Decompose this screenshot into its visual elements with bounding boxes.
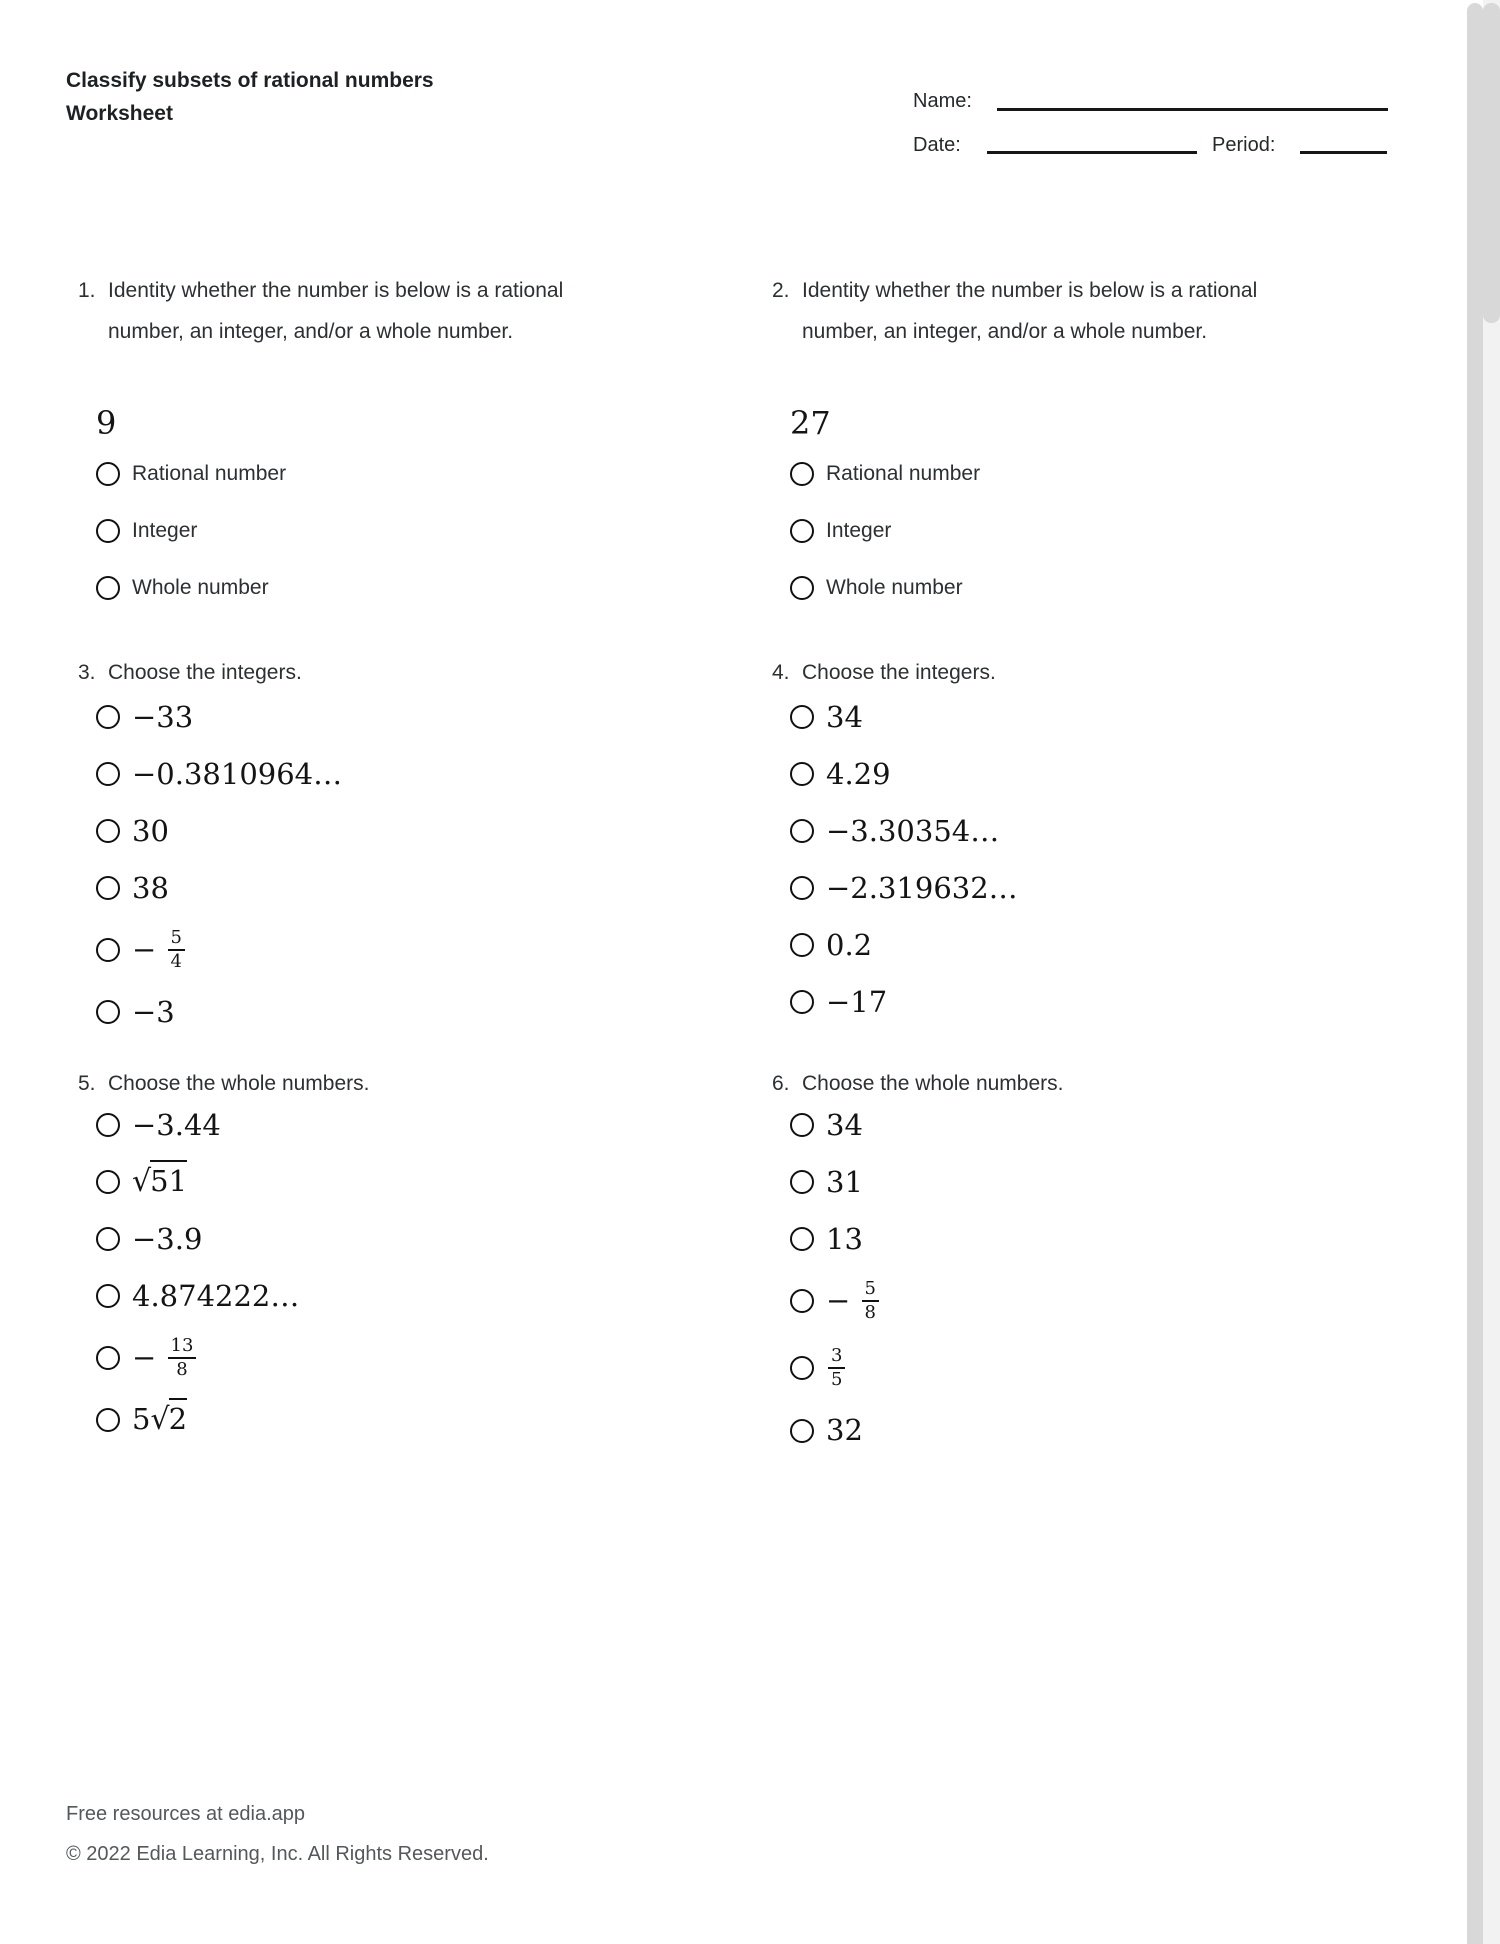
q3-option-4-label: 38 bbox=[132, 870, 169, 905]
outer-scrollbar[interactable] bbox=[1467, 3, 1483, 1944]
question-3-text: Choose the integers. bbox=[108, 661, 302, 684]
q6-option-6-radio[interactable] bbox=[790, 1419, 814, 1443]
question-3-options bbox=[78, 700, 342, 1052]
q4-option-2-radio[interactable] bbox=[790, 762, 814, 786]
q3-option-4-radio[interactable] bbox=[96, 876, 120, 900]
sqrt-coefficient: 5 bbox=[132, 1402, 151, 1437]
q2-option-1 bbox=[790, 457, 980, 491]
q5-option-5-radio[interactable] bbox=[96, 1346, 120, 1370]
q3-option-2 bbox=[96, 757, 342, 791]
question-1-text: Identity whether the number is below is a rational number, an integer, and/or a whole number. bbox=[108, 279, 564, 343]
fraction bbox=[168, 928, 185, 972]
q3-option-6-label: −3 bbox=[132, 994, 175, 1029]
q5-option-6-radio[interactable] bbox=[96, 1408, 120, 1432]
fraction-denominator: 5 bbox=[831, 1369, 843, 1391]
q2-option-3-label: Whole number bbox=[826, 576, 963, 599]
q4-option-4 bbox=[790, 871, 1018, 905]
q3-option-1 bbox=[96, 700, 342, 734]
question-1-value: 9 bbox=[96, 404, 117, 442]
q2-option-3-radio[interactable] bbox=[790, 576, 814, 600]
fraction-numerator: 13 bbox=[168, 1336, 197, 1359]
question-4-number: 4. bbox=[772, 661, 790, 684]
q6-option-5-label bbox=[826, 1346, 845, 1390]
q1-option-3-radio[interactable] bbox=[96, 576, 120, 600]
q2-option-3 bbox=[790, 571, 980, 605]
q3-option-3-label: 30 bbox=[132, 813, 169, 848]
q6-option-2-radio[interactable] bbox=[790, 1170, 814, 1194]
radicand: 51 bbox=[150, 1160, 187, 1198]
question-2-text: Identity whether the number is below is a rational number, an integer, and/or a whole number. bbox=[802, 279, 1258, 343]
q3-option-3-radio[interactable] bbox=[96, 819, 120, 843]
q4-option-5 bbox=[790, 928, 1018, 962]
question-2-prompt bbox=[772, 270, 1272, 352]
q4-option-4-radio[interactable] bbox=[790, 876, 814, 900]
q1-option-2-radio[interactable] bbox=[96, 519, 120, 543]
q6-option-1-label: 34 bbox=[826, 1107, 863, 1142]
q5-option-2-label bbox=[132, 1164, 188, 1199]
q6-option-2 bbox=[790, 1165, 879, 1199]
question-1-prompt bbox=[78, 270, 578, 352]
question-2-options bbox=[772, 457, 980, 628]
q4-option-3-radio[interactable] bbox=[790, 819, 814, 843]
fraction bbox=[862, 1279, 879, 1323]
title-line-1: Classify subsets of rational numbers bbox=[66, 69, 434, 92]
q4-option-4-label: −2.319632… bbox=[826, 870, 1018, 905]
q1-option-1-radio[interactable] bbox=[96, 462, 120, 486]
minus-sign: − bbox=[132, 932, 166, 967]
name-blank-line bbox=[997, 108, 1388, 111]
q5-option-4 bbox=[96, 1279, 299, 1313]
q2-option-1-label: Rational number bbox=[826, 462, 981, 485]
radical-icon: √ bbox=[150, 1402, 170, 1438]
question-2-value: 27 bbox=[790, 404, 831, 442]
q6-option-4 bbox=[790, 1279, 879, 1323]
radical-icon: √ bbox=[132, 1164, 152, 1199]
q5-option-2-radio[interactable] bbox=[96, 1170, 120, 1194]
q3-option-5-radio[interactable] bbox=[96, 938, 120, 962]
question-4-prompt bbox=[772, 652, 1272, 693]
question-1-options bbox=[78, 457, 286, 628]
q6-option-4-radio[interactable] bbox=[790, 1289, 814, 1313]
period-label: Period: bbox=[1212, 134, 1276, 156]
q5-option-5-label bbox=[132, 1336, 196, 1380]
page-footer bbox=[66, 1794, 489, 1874]
q6-option-6 bbox=[790, 1414, 879, 1448]
question-5-prompt bbox=[78, 1063, 578, 1104]
q3-option-5-label bbox=[132, 928, 185, 972]
q4-option-3-label: −3.30354… bbox=[826, 813, 1000, 848]
question-3-number: 3. bbox=[78, 661, 96, 684]
question-6-prompt bbox=[772, 1063, 1272, 1104]
q6-option-5-radio[interactable] bbox=[790, 1356, 814, 1380]
date-blank-line bbox=[987, 151, 1197, 154]
q1-option-1 bbox=[96, 457, 286, 491]
q3-option-4 bbox=[96, 871, 342, 905]
q3-option-2-label: −0.3810964… bbox=[132, 756, 343, 791]
name-label: Name: bbox=[913, 90, 972, 112]
question-5-text: Choose the whole numbers. bbox=[108, 1072, 370, 1095]
questions-column-right bbox=[772, 270, 1332, 1730]
q1-option-1-label: Rational number bbox=[132, 462, 287, 485]
q5-option-1-radio[interactable] bbox=[96, 1113, 120, 1137]
radicand: 2 bbox=[169, 1398, 187, 1436]
q4-option-2-label: 4.29 bbox=[826, 756, 891, 791]
q4-option-6 bbox=[790, 985, 1018, 1019]
q3-option-1-label: −33 bbox=[132, 699, 194, 734]
q3-option-1-radio[interactable] bbox=[96, 705, 120, 729]
q5-option-6 bbox=[96, 1403, 299, 1437]
q6-option-5 bbox=[790, 1346, 879, 1390]
q3-option-6 bbox=[96, 995, 342, 1029]
fraction-denominator: 4 bbox=[170, 951, 182, 973]
q6-option-3-radio[interactable] bbox=[790, 1227, 814, 1251]
page-title bbox=[66, 64, 434, 130]
question-6-number: 6. bbox=[772, 1072, 790, 1095]
q4-option-5-label: 0.2 bbox=[826, 927, 873, 962]
q1-option-3 bbox=[96, 571, 286, 605]
q5-option-4-label: 4.874222… bbox=[132, 1278, 300, 1313]
period-blank-line bbox=[1300, 151, 1387, 154]
title-line-2: Worksheet bbox=[66, 102, 173, 125]
fraction-denominator: 8 bbox=[864, 1302, 876, 1324]
q3-option-3 bbox=[96, 814, 342, 848]
date-label: Date: bbox=[913, 134, 961, 156]
question-1-number: 1. bbox=[78, 279, 96, 302]
q2-option-2-label: Integer bbox=[826, 519, 892, 542]
question-6-text: Choose the whole numbers. bbox=[802, 1072, 1064, 1095]
footer-copyright-text: © 2022 Edia Learning, Inc. All Rights Reserved. bbox=[66, 1843, 489, 1865]
q6-option-3-label: 13 bbox=[826, 1221, 863, 1256]
q5-option-6-label bbox=[132, 1402, 188, 1438]
q4-option-6-radio[interactable] bbox=[790, 990, 814, 1014]
questions-column-left bbox=[78, 270, 638, 1730]
fraction bbox=[828, 1346, 845, 1390]
scrollbar-track[interactable] bbox=[1483, 0, 1500, 1944]
q4-option-1-label: 34 bbox=[826, 699, 863, 734]
q6-option-3 bbox=[790, 1222, 879, 1256]
question-4-text: Choose the integers. bbox=[802, 661, 996, 684]
q4-option-3 bbox=[790, 814, 1018, 848]
q6-option-1 bbox=[790, 1108, 879, 1142]
q3-option-6-radio[interactable] bbox=[96, 1000, 120, 1024]
question-6-options bbox=[772, 1108, 879, 1471]
q6-option-1-radio[interactable] bbox=[790, 1113, 814, 1137]
fraction bbox=[168, 1336, 197, 1380]
scrollbar-thumb[interactable] bbox=[1483, 3, 1500, 323]
fraction-numerator: 5 bbox=[862, 1279, 879, 1302]
q2-option-2 bbox=[790, 514, 980, 548]
q4-option-2 bbox=[790, 757, 1018, 791]
q1-option-3-label: Whole number bbox=[132, 576, 269, 599]
q4-option-1 bbox=[790, 700, 1018, 734]
fraction-numerator: 3 bbox=[828, 1346, 845, 1369]
q5-option-3-label: −3.9 bbox=[132, 1221, 203, 1256]
q2-option-2-radio[interactable] bbox=[790, 519, 814, 543]
q6-option-6-label: 32 bbox=[826, 1413, 863, 1448]
q5-option-4-radio[interactable] bbox=[96, 1284, 120, 1308]
question-4-options bbox=[772, 700, 1018, 1042]
minus-sign: − bbox=[132, 1340, 166, 1375]
q6-option-4-label bbox=[826, 1279, 879, 1323]
q4-option-5-radio[interactable] bbox=[790, 933, 814, 957]
q5-option-1 bbox=[96, 1108, 299, 1142]
q2-option-1-radio[interactable] bbox=[790, 462, 814, 486]
minus-sign: − bbox=[826, 1283, 860, 1318]
q1-option-2-label: Integer bbox=[132, 519, 198, 542]
q4-option-1-radio[interactable] bbox=[790, 705, 814, 729]
q5-option-2 bbox=[96, 1165, 299, 1199]
footer-resources-text: Free resources at edia.app bbox=[66, 1803, 306, 1825]
q5-option-3-radio[interactable] bbox=[96, 1227, 120, 1251]
q4-option-6-label: −17 bbox=[826, 984, 888, 1019]
q5-option-1-label: −3.44 bbox=[132, 1107, 221, 1142]
q3-option-2-radio[interactable] bbox=[96, 762, 120, 786]
question-5-number: 5. bbox=[78, 1072, 96, 1095]
q3-option-5 bbox=[96, 928, 342, 972]
q5-option-3 bbox=[96, 1222, 299, 1256]
q5-option-5 bbox=[96, 1336, 299, 1380]
fraction-denominator: 8 bbox=[176, 1359, 188, 1381]
question-2-number: 2. bbox=[772, 279, 790, 302]
question-5-options bbox=[78, 1108, 299, 1460]
fraction-numerator: 5 bbox=[168, 928, 185, 951]
q6-option-2-label: 31 bbox=[826, 1164, 863, 1199]
q1-option-2 bbox=[96, 514, 286, 548]
question-3-prompt bbox=[78, 652, 578, 693]
